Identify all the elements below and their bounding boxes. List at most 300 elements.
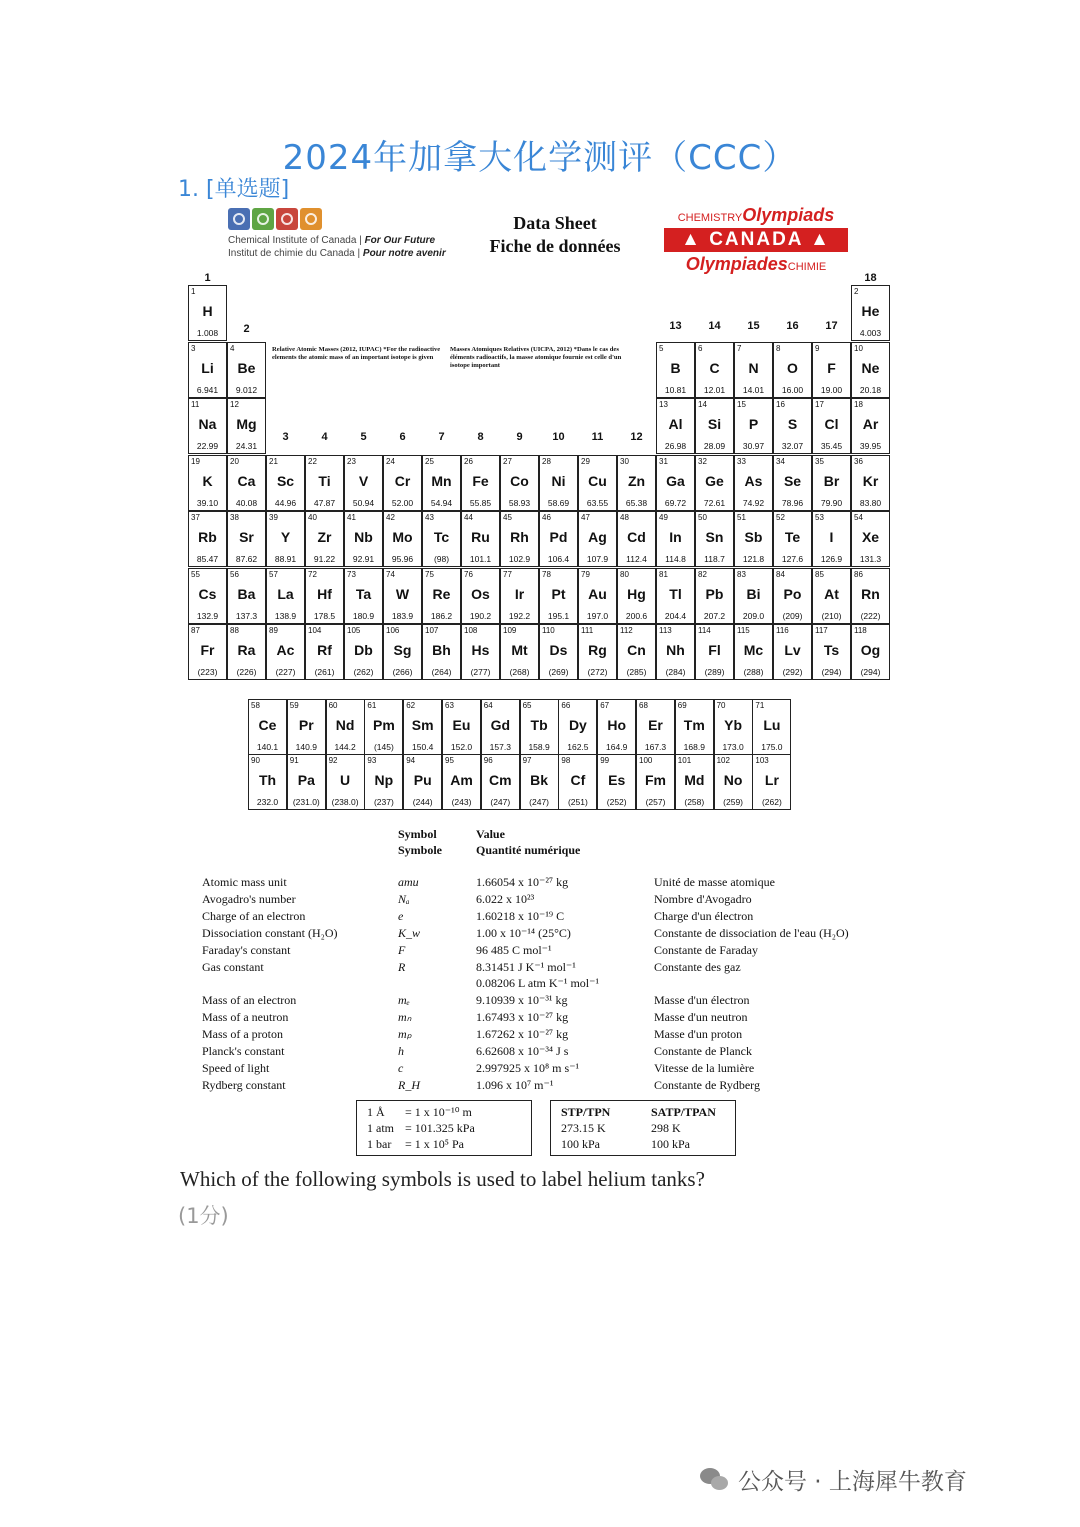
element-cell-hs [461,624,500,680]
element-number: 62 [406,701,416,710]
constant-value: 0.08206 L atm K⁻¹ mol⁻¹ [476,976,600,991]
conversion-unit: 1 bar [367,1137,392,1151]
element-mass: 200.6 [625,610,648,621]
element-symbol: Mt [511,642,528,658]
constant-row [0,943,1080,960]
element-number: 37 [191,513,200,522]
element-symbol: Ts [823,642,840,658]
group-number-4: 4 [321,431,328,443]
element-symbol: Y [280,529,291,545]
element-mass: 79.90 [820,497,843,508]
element-symbol: Ge [705,472,724,489]
element-mass: 54.94 [430,497,453,508]
element-symbol: Ca [237,472,256,489]
element-symbol: Nh [666,642,685,658]
element-mass: (237) [373,797,394,807]
constant-name-en: Charge of an electron [202,908,306,923]
element-number: 86 [854,569,863,579]
element-number: 40 [308,513,317,522]
element-number: 30 [620,456,629,466]
element-number: 44 [464,513,473,522]
element-number: 102 [716,756,730,765]
element-symbol: Ni [551,472,566,489]
element-number: 39 [269,513,278,522]
element-symbol: O [787,359,798,376]
element-symbol: Be [237,359,256,376]
element-number: 103 [755,756,769,765]
element-number: 84 [776,569,785,579]
element-symbol: Mc [743,642,764,658]
constant-value: 1.66054 x 10⁻²⁷ kg [476,875,569,889]
element-cell-rn [851,568,890,624]
element-symbol: I [829,529,834,545]
element-symbol: Am [450,772,473,788]
constant-name-en: Atomic mass unit [202,875,287,889]
cic-logo [228,208,458,260]
element-mass: 138.9 [274,610,297,621]
element-symbol: Cm [489,772,512,788]
element-mass: (294) [860,667,881,677]
element-symbol: Na [198,416,217,432]
constant-name-fr: Unité de masse atomique [654,875,775,889]
element-mass: 6.941 [196,384,219,395]
constant-value: 6.022 x 10²³ [476,891,535,906]
element-number: 65 [522,701,532,710]
element-mass: (222) [860,610,881,621]
element-symbol: Cf [570,772,586,788]
element-cell-bk [520,754,559,810]
element-mass: (294) [821,667,842,677]
constant-value: 9.10939 x 10⁻³¹ kg [476,993,568,1008]
element-cell-fl [695,624,734,680]
element-symbol: N [748,359,759,376]
element-symbol: Sg [393,642,412,658]
element-cell-cf [558,754,597,810]
element-mass: 28.09 [703,441,726,451]
question-label: 1. [单选题] [178,177,290,202]
element-mass: 186.2 [430,610,453,621]
element-number: 67 [600,701,610,710]
element-symbol: Nd [335,717,355,733]
element-mass: 72.61 [703,497,726,508]
element-mass: (210) [821,610,842,621]
element-symbol: Pr [298,717,314,733]
element-cell-tl [656,568,695,624]
element-number: 71 [755,701,765,710]
constant-name-en: Speed of light [202,1060,270,1075]
element-number: 27 [503,456,512,466]
element-mass: 114.8 [665,554,686,564]
constant-name-en: Planck's constant [202,1044,285,1058]
element-mass: 65.38 [625,497,648,508]
element-symbol: Ir [514,585,525,602]
element-number: 109 [503,626,517,635]
element-cell-pd [539,511,578,567]
element-number: 20 [230,456,239,466]
element-cell-se [773,455,812,511]
element-symbol: B [670,359,681,376]
conversion-row [367,1104,521,1120]
element-symbol: Ag [588,529,607,545]
element-cell-ti [305,455,344,511]
element-cell-sm [403,699,442,755]
element-cell-fe [461,455,500,511]
constant-name-fr: Constante de dissociation de l'eau (H₂O) [654,925,849,940]
element-symbol: Pu [413,772,432,788]
element-cell-mc [734,624,773,680]
element-cell-k [188,455,227,511]
element-symbol: Tc [433,529,450,545]
element-number: 43 [425,513,434,522]
element-symbol: Cs [198,585,217,602]
element-mass: 1.008 [196,328,219,338]
element-number: 92 [328,756,338,765]
element-symbol: Th [258,772,277,788]
element-number: 34 [776,456,785,466]
element-mass: 150.4 [412,742,434,752]
element-symbol: S [787,416,798,432]
element-number: 9 [815,343,820,353]
element-cell-ir [500,568,539,624]
element-mass: (264) [431,667,452,677]
element-symbol: H [202,303,213,319]
element-symbol: Hg [627,585,646,602]
element-cell-sn [695,511,734,567]
element-number: 32 [698,456,707,466]
element-number: 5 [659,343,664,353]
element-mass: (231.0) [292,797,320,807]
element-symbol: Tb [530,717,548,733]
wechat-icon [700,1468,730,1492]
element-number: 56 [230,569,239,579]
element-number: 61 [367,701,377,710]
element-number: 11 [191,400,200,409]
element-mass: 101.1 [469,554,492,564]
element-mass: 50.94 [352,497,375,508]
element-mass: (257) [645,797,666,807]
element-symbol: Ho [607,717,627,733]
element-mass: 112.4 [626,554,647,564]
constant-symbol: amu [398,875,419,889]
element-symbol: Ta [355,585,372,602]
element-symbol: Po [783,585,802,602]
element-mass: 88.91 [274,554,297,564]
element-number: 113 [659,626,672,635]
olympiad-olympiads-word: Olympiads [742,205,835,225]
element-mass: 24.31 [235,441,258,451]
element-cell-he [851,285,890,341]
element-symbol: Lr [764,772,779,788]
constant-row [0,1010,1080,1027]
element-cell-yb [714,699,753,755]
element-number: 74 [386,569,395,579]
element-mass: 164.9 [606,742,628,752]
element-cell-ag [578,511,617,567]
constants-symbol-header [398,826,442,858]
footer-text: 公众号 · 上海犀牛教育 [738,1469,967,1495]
element-number: 2 [854,287,859,296]
element-number: 57 [269,569,278,579]
conversion-value: = 1 x 10⁵ Pa [405,1137,464,1151]
element-cell-fm [636,754,675,810]
element-symbol: Sb [744,529,763,545]
element-cell-la [266,568,305,624]
element-number: 112 [620,626,633,635]
element-number: 8 [776,343,781,353]
stp-header-row [561,1104,725,1120]
group-number-15: 15 [747,320,760,332]
element-cell-cr [383,455,422,511]
element-number: 93 [367,756,377,765]
element-cell-as [734,455,773,511]
element-cell-ra [227,624,266,680]
constants-value-header [476,826,580,858]
element-number: 70 [716,701,726,710]
element-number: 94 [406,756,416,765]
constant-name-fr: Masse d'un proton [654,1027,743,1042]
olympiad-line-en [664,205,848,226]
constant-symbol: R [398,959,406,974]
element-symbol: Ce [258,717,277,733]
data-sheet-title-fr: Fiche de données [489,236,621,256]
element-cell-ts [812,624,851,680]
value-header-fr: Quantité numérique [476,843,581,857]
constant-symbol: h [398,1044,404,1058]
constant-row [0,1044,1080,1061]
element-number: 50 [698,513,707,522]
element-number: 47 [581,513,590,522]
element-cell-be [227,342,266,398]
element-symbol: Ra [237,642,256,658]
constant-value: 8.31451 J K⁻¹ mol⁻¹ [476,959,576,974]
constant-value: 1.67262 x 10⁻²⁷ kg [476,1027,569,1042]
constant-name-en: Avogadro's number [202,891,296,906]
element-cell-os [461,568,500,624]
element-cell-v [344,455,383,511]
element-symbol: Nb [354,529,373,545]
element-number: 24 [386,456,395,466]
element-cell-mn [422,455,461,511]
group-number-3: 3 [282,431,289,443]
element-cell-mg [227,398,266,454]
element-mass: 26.98 [664,441,687,451]
element-cell-lu [752,699,791,755]
element-number: 63 [445,701,454,710]
element-number: 115 [737,626,750,635]
element-number: 116 [776,626,789,635]
stp-box [550,1100,736,1156]
symbol-header-fr: Symbole [398,843,443,857]
element-cell-no [714,754,753,810]
element-number: 48 [620,513,629,522]
element-cell-am [442,754,481,810]
element-number: 41 [347,513,356,522]
element-symbol: Ds [549,642,568,658]
element-number: 46 [542,513,551,522]
group-number-17: 17 [825,320,838,332]
element-mass: (284) [665,667,686,677]
element-symbol: P [748,416,759,432]
data-sheet-title-en: Data Sheet [513,213,597,233]
constant-value: 2.997925 x 10⁸ m s⁻¹ [476,1060,580,1075]
element-cell-hf [305,568,344,624]
element-number: 114 [698,626,711,635]
footer-watermark [700,1463,967,1496]
element-cell-y [266,511,305,567]
element-mass: 30.97 [742,441,765,451]
element-cell-pu [403,754,442,810]
element-number: 22 [308,456,317,466]
element-symbol: Cr [394,472,411,489]
element-number: 42 [386,513,395,522]
element-cell-gd [481,699,520,755]
element-number: 98 [561,756,571,765]
group-number-11: 11 [591,431,604,443]
olympiad-chimie-word: CHIMIE [787,261,827,273]
element-mass: (244) [412,797,433,807]
element-symbol: Pa [297,772,315,788]
element-number: 29 [581,456,590,466]
element-symbol: In [669,529,682,545]
element-symbol: Tl [669,585,682,602]
element-mass: (251) [567,797,588,807]
element-symbol: W [395,585,410,602]
element-symbol: Zr [317,529,332,545]
element-number: 38 [230,513,239,522]
element-number: 58 [251,701,260,710]
element-mass: (269) [548,667,569,677]
element-cell-f [812,342,851,398]
element-number: 72 [308,569,317,579]
element-mass: 178.5 [313,610,336,621]
element-cell-og [851,624,890,680]
cic-tagline-fr: Pour notre avenir [362,248,446,259]
group-number-16: 16 [786,320,799,332]
element-symbol: He [861,303,880,319]
element-number: 49 [659,513,668,522]
element-cell-ho [597,699,636,755]
olympiad-chemistry-word: CHEMISTRY [677,212,743,224]
element-number: 104 [308,626,322,635]
element-symbol: Si [707,416,722,432]
element-number: 66 [561,701,571,710]
element-mass: 102.9 [508,554,531,564]
element-number: 4 [230,343,235,353]
element-symbol: Lv [784,642,801,658]
group-number-7: 7 [438,431,445,443]
element-mass: 19.00 [820,384,843,395]
element-cell-mo [383,511,422,567]
element-mass: 83.80 [859,497,882,508]
element-symbol: Np [374,772,394,788]
stp-pressure-row [561,1136,725,1152]
constant-symbol: mₙ [398,1010,412,1025]
constant-name-en: Dissociation constant (H₂O) [202,925,338,940]
element-symbol: Cl [824,416,839,432]
element-symbol: Rh [510,529,529,545]
element-symbol: As [744,472,763,489]
olympiad-canada-banner [664,228,848,252]
element-mass: 175.0 [761,742,783,752]
element-number: 25 [425,456,434,466]
element-symbol: Kr [862,472,879,489]
element-symbol: Hf [317,585,332,602]
element-cell-ga [656,455,695,511]
conversion-unit: 1 atm [367,1121,394,1135]
element-mass: 39.95 [859,441,882,451]
group-number-9: 9 [516,431,523,443]
element-mass: 118.7 [704,554,725,564]
element-number: 12 [230,400,239,409]
element-mass: (145) [373,742,394,752]
element-mass: 39.10 [196,497,219,508]
constant-name-fr: Constante des gaz [654,959,741,974]
element-number: 118 [854,626,867,635]
element-number: 91 [289,756,299,765]
element-symbol: Rn [861,585,880,602]
element-cell-sc [266,455,305,511]
element-symbol: Yb [724,717,743,733]
element-number: 36 [854,456,863,466]
element-mass: (209) [782,610,803,621]
constant-row [0,875,1080,892]
element-number: 13 [659,400,668,409]
element-mass: 144.2 [334,742,356,752]
element-cell-re [422,568,461,624]
element-cell-cs [188,568,227,624]
element-cell-tc [422,511,461,567]
cic-icon-3 [276,208,298,230]
satp-label: SATP/TPAN [651,1105,716,1119]
element-symbol: Pb [705,585,724,602]
element-mass: 157.3 [489,742,511,752]
element-symbol: Hs [471,642,490,658]
element-number: 101 [677,756,692,765]
element-cell-ba [227,568,266,624]
element-number: 7 [737,343,742,353]
element-number: 75 [425,569,434,579]
element-symbol: Rg [588,642,607,658]
element-mass: 152.0 [450,742,473,752]
constant-name-fr: Masse d'un électron [654,993,750,1008]
element-symbol: Ti [318,472,331,489]
element-number: 19 [191,456,200,466]
element-cell-db [344,624,383,680]
element-number: 99 [600,756,610,765]
element-number: 78 [542,569,551,579]
element-symbol: Md [684,772,705,788]
element-number: 110 [542,626,555,635]
element-mass: (227) [275,667,296,677]
element-mass: (223) [197,667,218,677]
element-symbol: Br [823,472,840,489]
element-number: 77 [503,569,512,579]
element-symbol: No [723,772,743,788]
element-mass: 192.2 [508,610,531,621]
element-symbol: Es [608,772,626,788]
element-symbol: Lu [763,717,781,733]
element-cell-cm [481,754,520,810]
element-symbol: Fl [708,642,721,658]
element-symbol: Ne [861,359,880,376]
element-mass: 85.47 [196,554,219,564]
group-number-6: 6 [399,431,406,443]
element-mass: 106.4 [547,554,570,564]
group-number-18: 18 [864,272,877,284]
constant-symbol: mₚ [398,1027,412,1042]
constant-name-en: Rydberg constant [202,1077,286,1092]
element-mass: 127.6 [781,554,804,564]
